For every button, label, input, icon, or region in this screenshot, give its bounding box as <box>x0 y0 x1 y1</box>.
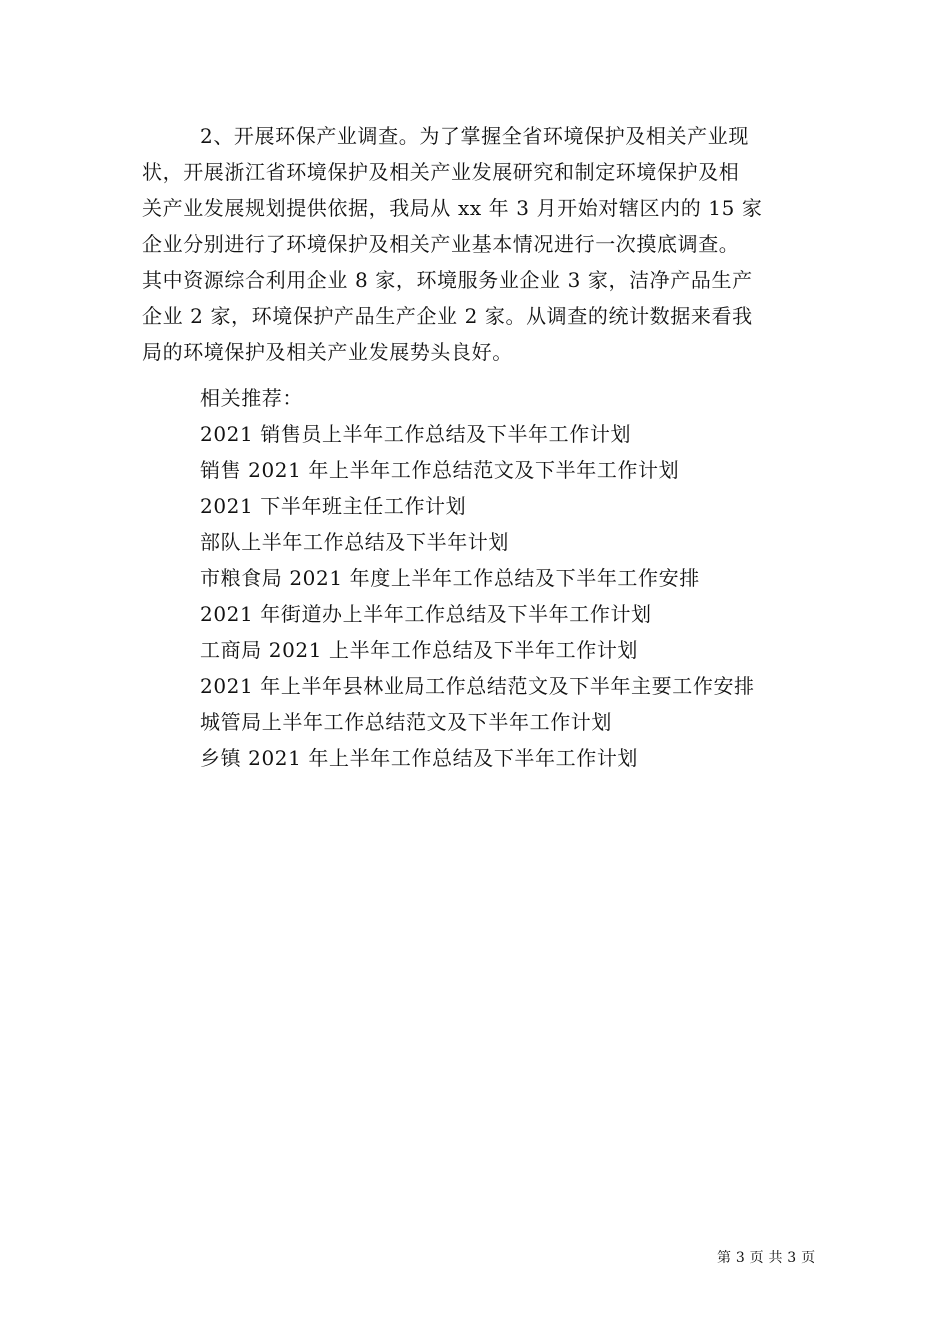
recommendation-link[interactable]: 2021 年街道办上半年工作总结及下半年工作计划 <box>200 602 652 626</box>
recommendation-link[interactable]: 市粮食局 2021 年度上半年工作总结及下半年工作安排 <box>200 566 700 590</box>
recommendation-link[interactable]: 部队上半年工作总结及下半年计划 <box>200 530 509 554</box>
recommendation-link[interactable]: 2021 年上半年县林业局工作总结范文及下半年主要工作安排 <box>200 674 755 698</box>
related-recommendations <box>200 380 820 776</box>
recommendations-heading: 相关推荐： <box>200 386 303 410</box>
paragraph-line: 其中资源综合利用企业 8 家，环境服务业企业 3 家，洁净产品生产 <box>142 268 753 292</box>
body-paragraph <box>142 118 812 370</box>
recommendation-link[interactable]: 销售 2021 年上半年工作总结范文及下半年工作计划 <box>200 458 680 482</box>
paragraph-line: 局的环境保护及相关产业发展势头良好。 <box>142 340 513 364</box>
recommendation-link[interactable]: 工商局 2021 上半年工作总结及下半年工作计划 <box>200 638 639 662</box>
recommendation-link[interactable]: 2021 销售员上半年工作总结及下半年工作计划 <box>200 422 632 446</box>
paragraph-line: 2、开展环保产业调查。为了掌握全省环境保护及相关产业现 <box>200 124 749 148</box>
paragraph-line: 状，开展浙江省环境保护及相关产业发展研究和制定环境保护及相 <box>142 160 740 184</box>
paragraph-line: 企业 2 家，环境保护产品生产企业 2 家。从调查的统计数据来看我 <box>142 304 753 328</box>
paragraph-line: 企业分别进行了环境保护及相关产业基本情况进行一次摸底调查。 <box>142 232 740 256</box>
paragraph-line: 关产业发展规划提供依据，我局从 xx 年 3 月开始对辖区内的 15 家 <box>142 196 763 220</box>
recommendation-link[interactable]: 乡镇 2021 年上半年工作总结及下半年工作计划 <box>200 746 639 770</box>
recommendation-link[interactable]: 城管局上半年工作总结范文及下半年工作计划 <box>200 710 612 734</box>
page-number: 第 3 页 共 3 页 <box>717 1250 816 1266</box>
recommendation-link[interactable]: 2021 下半年班主任工作计划 <box>200 494 467 518</box>
